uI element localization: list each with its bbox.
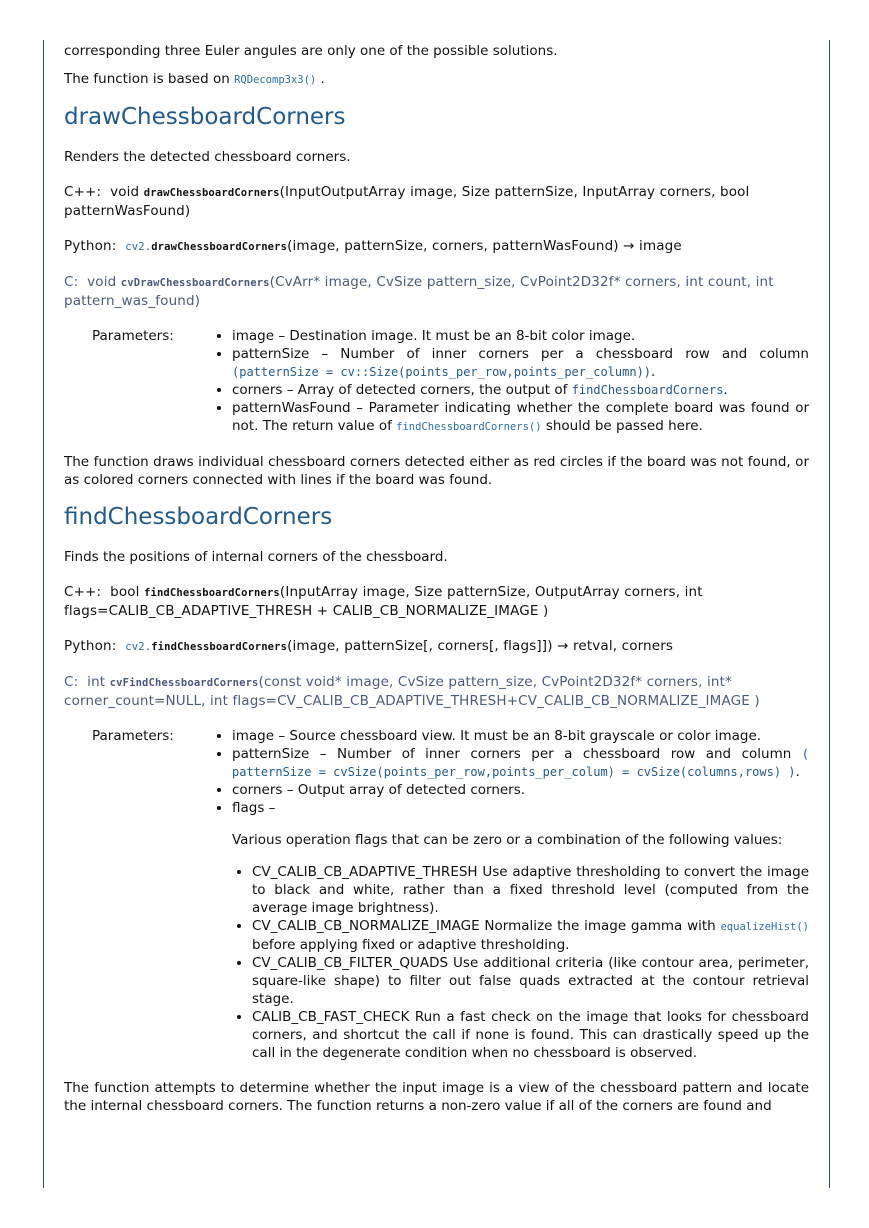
flags-intro: Various operation flags that can be zero or a combination of the following values: [232,832,783,848]
param-pattern-was-found: • patternWasFound – Parameter indicating whether the complete board was found or not. The return value of findChessboardCorners() should be passed here. [232,399,809,436]
flag-fast-check: • CALIB_CB_FAST_CHECK Run a fast check on the image that looks for chessboard corners, and shortcut the call if none is found. This can drastically speed up the call in the degenerate condition when no chessboard is observed. [252,1008,809,1062]
flag-filter-quads: • CV_CALIB_CB_FILTER_QUADS Use additional criteria (like contour area, perimeter, square-like shape) to filter out false quads extracted at the contour retrieval stage. [252,954,809,1008]
param-image: • image – Destination image. It must be an 8-bit color image. [232,327,809,345]
draw-parameters [92,327,809,436]
right-page-rule [829,40,830,1188]
find-param-list [212,727,809,1062]
param-pattern-size: • patternSize – Number of inner corners per a chessboard row and column ( patternSize = cvSize(points_per_row,points_per_colum) = cvSize(columns,rows) ). [232,745,809,781]
draw-description: The function draws individual chessboard corners detected either as red circles if the board was not found, or as colored corners connected with lines if the board was found. [64,454,809,488]
draw-cpp-signature: C++: void drawChessboardCorners(InputOutputArray image, Size patternSize, InputArray corners, bool patternWasFound) [64,184,750,219]
draw-python-signature: Python: cv2.drawChessboardCorners(image, patternSize, corners, patternWasFound) → image [64,238,682,254]
find-description: The function attempts to determine whether the input image is a view of the chessboard pattern and locate the internal chessboard corners. The function returns a non-zero value if all of the corners are found and [64,1080,809,1114]
find-cpp-signature: C++: bool findChessboardCorners(InputArray image, Size patternSize, OutputArray corners, int flags=CALIB_CB_ADAPTIVE_THRESH + CALIB_CB_NORMALIZE_IMAGE ) [64,584,703,619]
intro-text: corresponding three Euler angules are only one of the possible solutions. [64,43,558,59]
param-corners: • corners – Output array of detected corners. [232,781,809,799]
flag-adaptive-thresh: • CV_CALIB_CB_ADAPTIVE_THRESH Use adaptive thresholding to convert the image to black and white, rather than a fixed threshold level (computed from the average image brightness). [252,863,809,917]
find-corners-link[interactable]: findChessboardCorners() [396,421,542,433]
flag-normalize-image: • CV_CALIB_CB_NORMALIZE_IMAGE Normalize the image gamma with equalizeHist() before applying fixed or adaptive thresholding. [252,917,809,954]
find-c-signature: C: int cvFindChessboardCorners(const void* image, CvSize pattern_size, CvPoint2D32f* corners, int* corner_count=NULL, int flags=CV_CALIB_CB_ADAPTIVE_THRESH+CV_CALIB_CB_NORMALIZE_IMAGE ) [64,674,760,709]
param-image: • image – Source chessboard view. It must be an 8-bit grayscale or color image. [232,727,809,745]
draw-param-list [212,327,809,436]
flags-list [232,863,809,1062]
equalize-hist-link[interactable]: equalizeHist() [720,921,809,933]
param-flags: • flags – Various operation flags that can be zero or a combination of the following values: • CV_CALIB_CB_ADAPTIVE_THRESH Use adaptive thresholding to convert the image to black and white, rather than a fixed threshold level (computed from the average image brightness). • CV_CALIB_CB_NORMALIZE_IMAGE Normalize the image gamma with equalizeHist() before applying fixed or adaptive thresholding. • CV_CALIB_CB_FILTER_QUADS Use additional criteria (like contour area, perimeter, square-like shape) to filter out false quads extracted at the contour retrieval stage. • CALIB_CB_FAST_CHECK Run a fast check on the image that looks for chessboard corners, and shortcut the call if none is found. This can drastically speed up the call in the degenerate condition when no chessboard is observed. [232,799,809,1062]
find-python-signature: Python: cv2.findChessboardCorners(image, patternSize[, corners[, flags]]) → retval, corners [64,638,674,654]
based-on-text: The function is based on RQDecomp3x3() . [64,71,325,87]
doc-content [64,42,809,1115]
find-summary: Finds the positions of internal corners of the chessboard. [64,549,448,565]
section-title-draw: drawChessboardCorners [64,104,346,130]
param-corners: • corners – Array of detected corners, the output of findChessboardCorners. [232,381,809,399]
draw-summary: Renders the detected chessboard corners. [64,149,351,165]
param-pattern-size: • patternSize – Number of inner corners per a chessboard row and column (patternSize = cv::Size(points_per_row,points_per_column)). [232,345,809,381]
draw-c-signature: C: void cvDrawChessboardCorners(CvArr* image, CvSize pattern_size, CvPoint2D32f* corners, int count, int pattern_was_found) [64,274,774,309]
parameters-label: Parameters: [92,328,174,344]
find-parameters [92,727,809,1062]
left-page-rule [43,40,44,1188]
section-title-find: findChessboardCorners [64,504,333,530]
parameters-label: Parameters: [92,728,174,744]
rqdecomp-link[interactable]: RQDecomp3x3() [234,74,317,86]
